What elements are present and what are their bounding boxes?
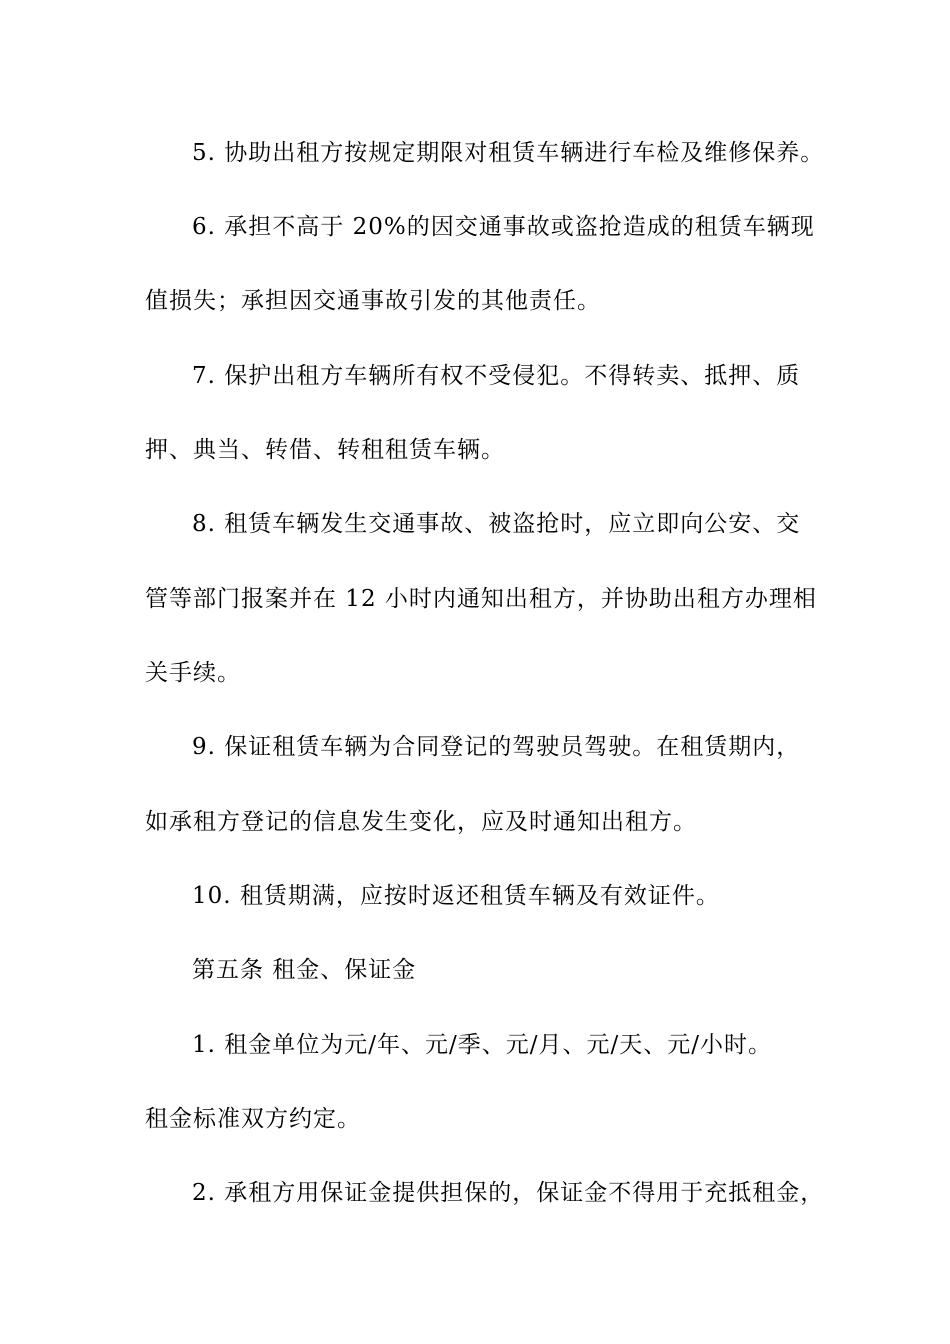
text-line-rent1: 1. 租金单位为元/年、元/季、元/月、元/天、元/小时。 xyxy=(192,1032,773,1058)
text-line-item7-cont: 押、典当、转借、转租租赁车辆。 xyxy=(145,437,505,463)
text-line-rent1-cont: 租金标准双方约定。 xyxy=(145,1106,361,1132)
text-line-item6-cont: 值损失；承担因交通事故引发的其他责任。 xyxy=(145,288,601,314)
text-line-item8-cont: 管等部门报案并在 12 小时内通知出租方，并协助出租方办理相 xyxy=(145,586,817,612)
text-line-item7: 7. 保护出租方车辆所有权不受侵犯。不得转卖、抵押、质 xyxy=(192,363,801,389)
text-line-item9-cont: 如承租方登记的信息发生变化，应及时通知出租方。 xyxy=(145,809,697,835)
text-line-item8-cont2: 关手续。 xyxy=(145,660,241,686)
text-line-item8: 8. 租赁车辆发生交通事故、被盗抢时，应立即向公安、交 xyxy=(192,511,801,537)
text-line-item9: 9. 保证租赁车辆为合同登记的驾驶员驾驶。在租赁期内， xyxy=(192,734,801,760)
text-line-item5: 5. 协助出租方按规定期限对租赁车辆进行车检及维修保养。 xyxy=(192,140,825,166)
section-heading-article5: 第五条 租金、保证金 xyxy=(192,957,417,983)
text-line-item10: 10. 租赁期满，应按时返还租赁车辆及有效证件。 xyxy=(192,883,720,909)
text-line-item6: 6. 承担不高于 20%的因交通事故或盗抢造成的租赁车辆现 xyxy=(192,214,815,240)
text-line-rent2: 2. 承租方用保证金提供担保的，保证金不得用于充抵租金， xyxy=(192,1180,825,1206)
